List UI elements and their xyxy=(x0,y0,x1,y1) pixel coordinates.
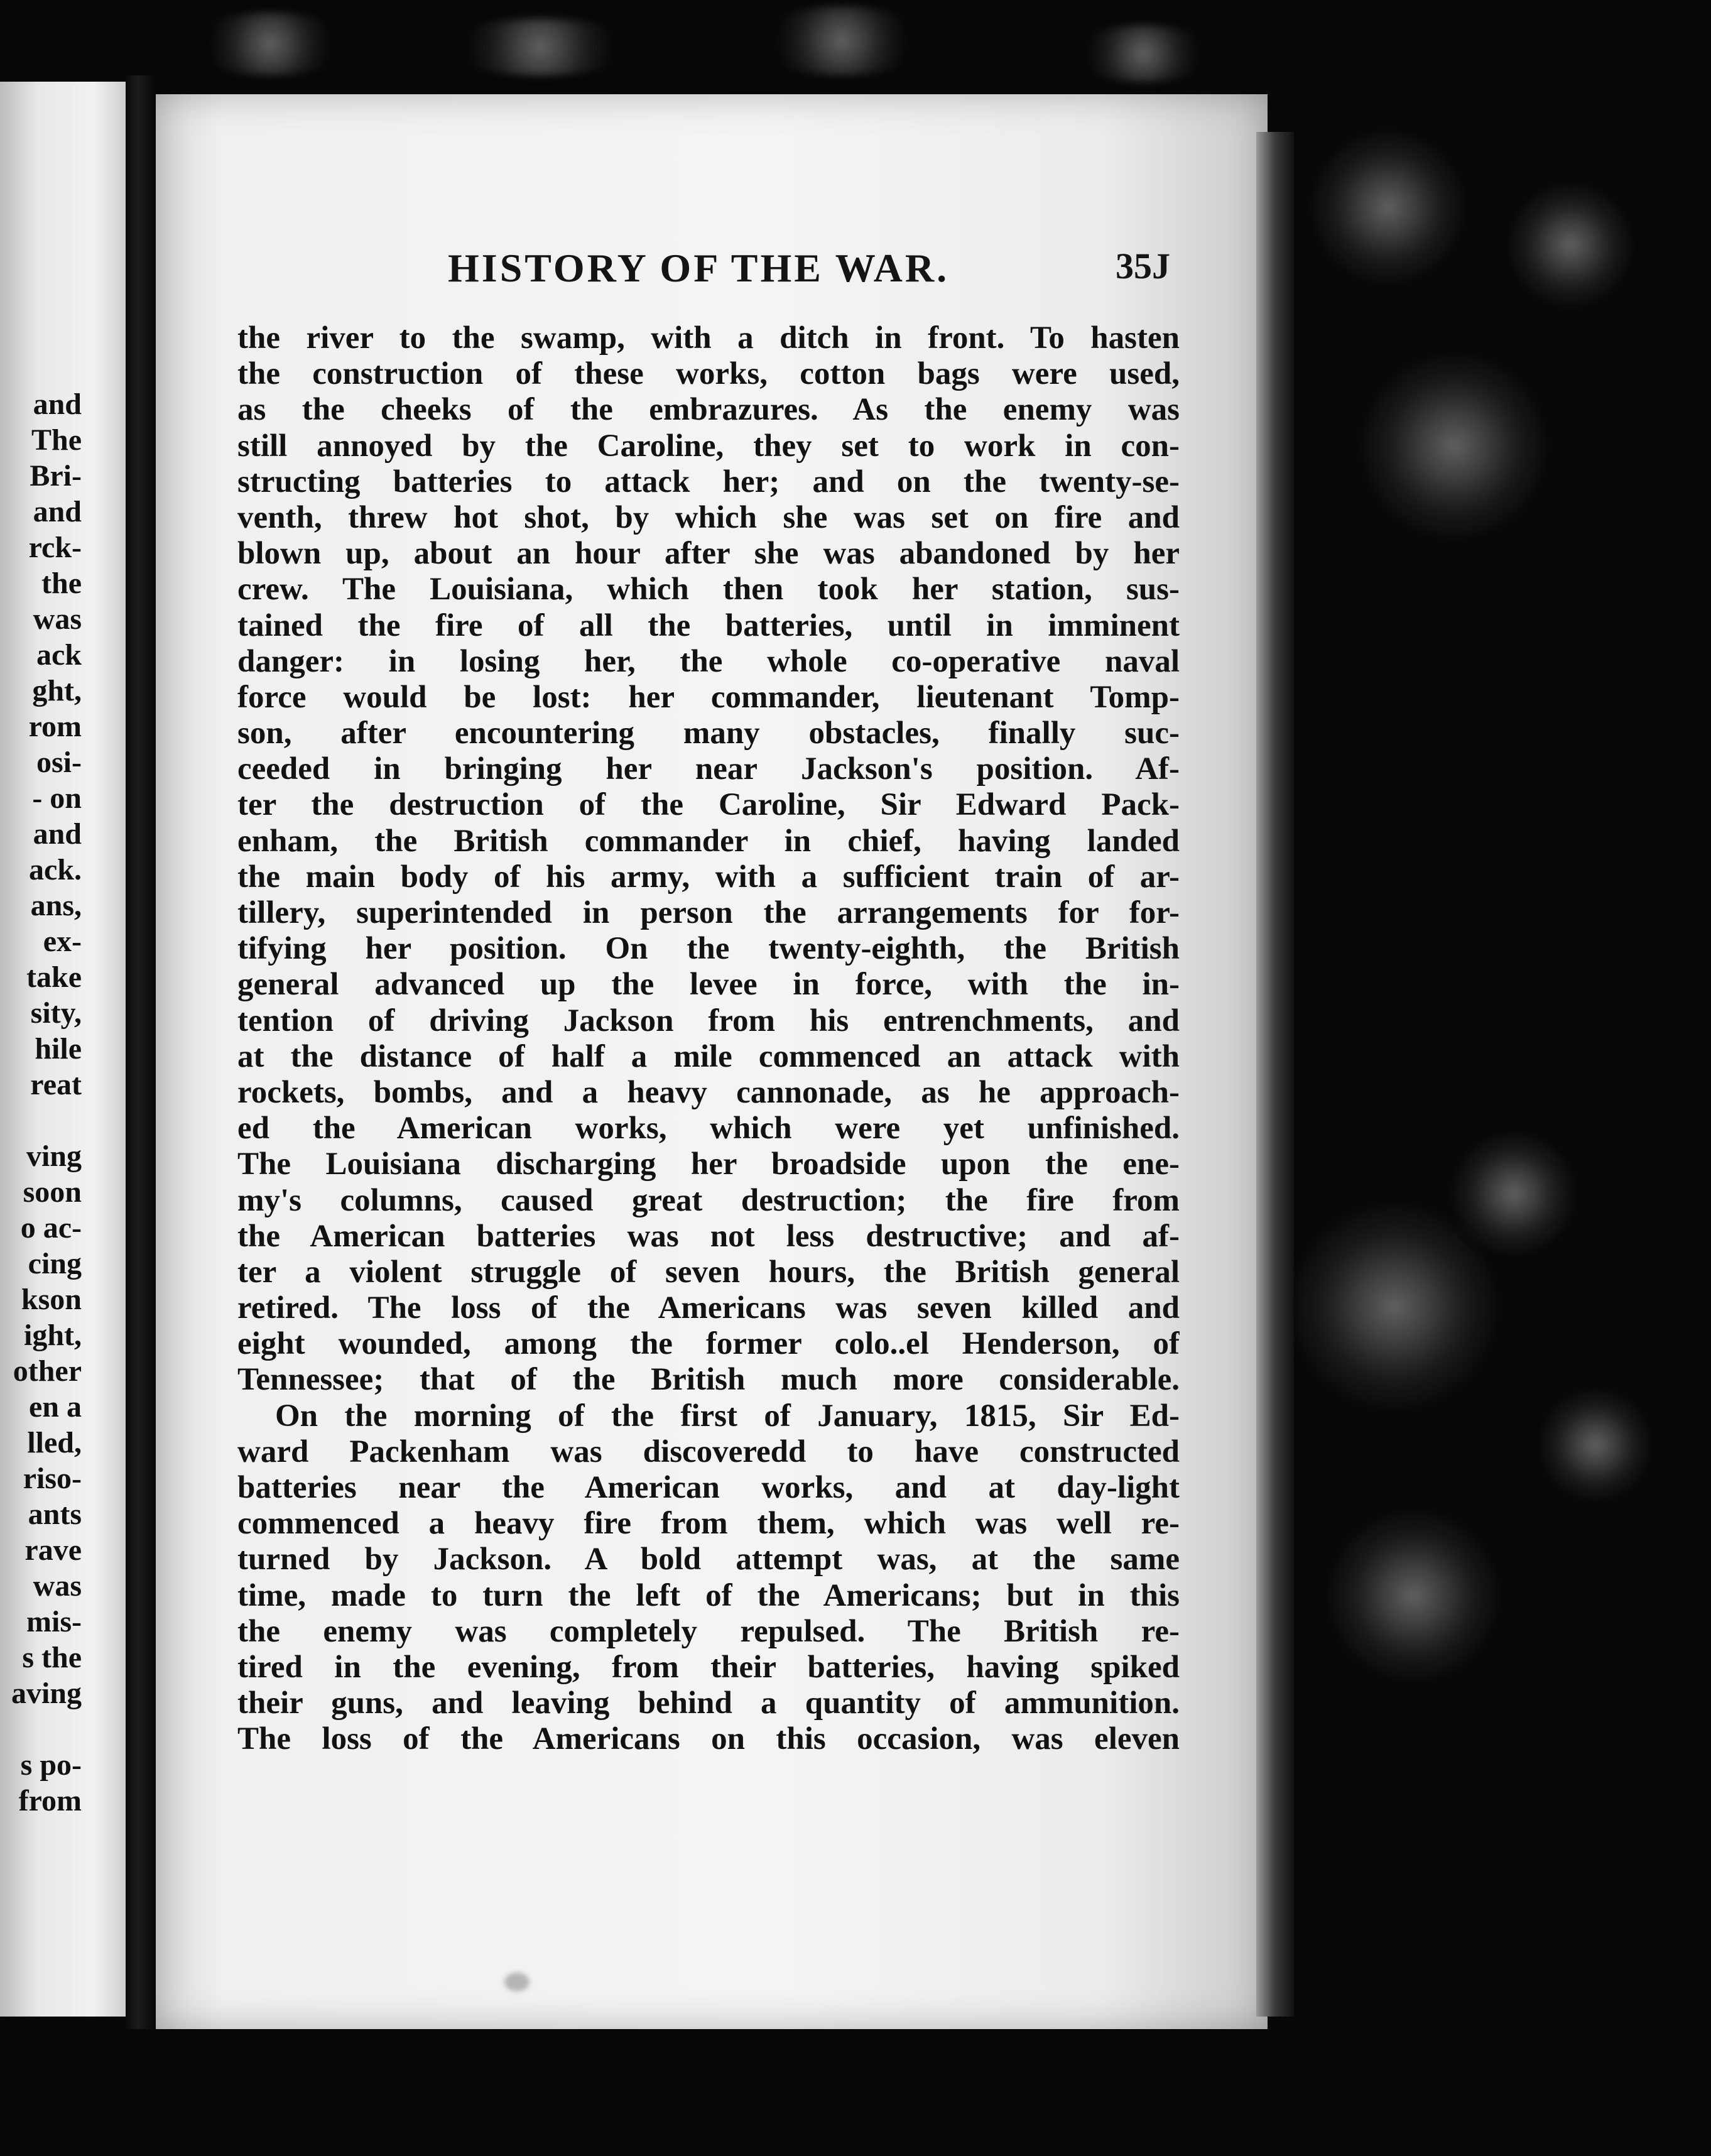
left-page-line: - on xyxy=(32,781,82,815)
book-page xyxy=(156,94,1268,2029)
left-page-line: ack xyxy=(36,638,82,672)
left-page-line: o ac- xyxy=(20,1211,82,1244)
text-line: tillery, superintended in person the arrangements for for- xyxy=(237,895,1180,930)
text-line: danger: in losing her, the whole co-operative naval xyxy=(237,643,1180,679)
text-line: blown up, about an hour after she was abandoned by her xyxy=(237,536,1180,572)
left-page-line xyxy=(0,1711,82,1747)
left-page-line: ans, xyxy=(30,889,82,922)
body-text xyxy=(237,320,1180,1758)
text-line: the construction of these works, cotton bags were used, xyxy=(237,356,1180,392)
page-number: 35J xyxy=(1116,246,1170,286)
text-line: at the distance of half a mile commenced an attack with xyxy=(237,1038,1180,1074)
left-page-line: The xyxy=(31,423,82,457)
left-page-line: was xyxy=(33,1569,82,1603)
left-page-line: ving xyxy=(26,1140,82,1173)
text-line: tifying her position. On the twenty-eighth, the British xyxy=(237,931,1180,967)
left-page-line: the xyxy=(41,567,82,600)
left-page-line: soon xyxy=(23,1175,82,1209)
text-line: turned by Jackson. A bold attempt was, at the same xyxy=(237,1542,1180,1577)
left-page-line: and xyxy=(33,817,82,851)
left-page-line: mis- xyxy=(26,1605,82,1638)
page-edge xyxy=(1256,132,1294,2017)
left-page-line: ants xyxy=(28,1498,82,1531)
left-page-line: s po- xyxy=(20,1748,82,1782)
left-page-line: sity, xyxy=(30,996,82,1030)
text-line: tired in the evening, from their batteries, having spiked xyxy=(237,1649,1180,1685)
left-page-line: en a xyxy=(29,1390,82,1424)
left-page-line xyxy=(0,1102,82,1138)
text-line: structing batteries to attack her; and on the twenty-se- xyxy=(237,464,1180,499)
text-line: the main body of his army, with a sufficient train of ar- xyxy=(237,859,1180,895)
text-line: ter a violent struggle of seven hours, the British general xyxy=(237,1254,1180,1290)
left-page-line: from xyxy=(18,1784,82,1817)
text-line: ward Packenham was discoveredd to have constructed xyxy=(237,1434,1180,1469)
left-page-line: aving xyxy=(11,1677,82,1710)
text-line: crew. The Louisiana, which then took her station, sus- xyxy=(237,572,1180,607)
left-page-line: rom xyxy=(28,710,82,743)
text-line: the river to the swamp, with a ditch in front. To hasten xyxy=(237,320,1180,356)
text-line: son, after encountering many obstacles, finally suc- xyxy=(237,716,1180,751)
left-page-line: ight, xyxy=(23,1319,82,1352)
left-page-line: Bri- xyxy=(30,459,82,493)
left-page-line: ack. xyxy=(29,853,82,886)
left-page-line: other xyxy=(13,1354,82,1388)
text-line: force would be lost: her commander, lieutenant Tomp- xyxy=(237,679,1180,715)
left-page-line: hile xyxy=(35,1032,82,1065)
left-page-line: and xyxy=(33,495,82,528)
left-page-line: and xyxy=(33,388,82,421)
left-page-line: reat xyxy=(30,1068,82,1101)
text-line: my's columns, caused great destruction; the fire from xyxy=(237,1182,1180,1218)
text-line: the American batteries was not less destructive; and af- xyxy=(237,1218,1180,1254)
text-line: Tennessee; that of the British much more considerable. xyxy=(237,1362,1180,1398)
text-line: On the morning of the first of January, 1815, Sir Ed- xyxy=(275,1398,1180,1434)
text-line: ter the destruction of the Caroline, Sir Edward Pack- xyxy=(237,787,1180,823)
text-line: venth, threw hot shot, by which she was set on fire and xyxy=(237,499,1180,535)
text-line: eight wounded, among the former colo..el Henderson, of xyxy=(237,1326,1180,1362)
text-line: batteries near the American works, and at day-light xyxy=(237,1470,1180,1505)
text-line: enham, the British commander in chief, having landed xyxy=(237,823,1180,859)
left-page-line: cing xyxy=(28,1247,82,1280)
left-page-line: ght, xyxy=(32,674,82,707)
text-line: tained the fire of all the batteries, until in imminent xyxy=(237,607,1180,643)
text-line: ed the American works, which were yet unfinished. xyxy=(237,1111,1180,1146)
left-page-line: lled, xyxy=(27,1426,82,1459)
text-line: commenced a heavy fire from them, which was well re- xyxy=(237,1506,1180,1542)
text-line: general advanced up the levee in force, with the in- xyxy=(237,967,1180,1003)
text-line: The Louisiana discharging her broadside upon the ene- xyxy=(237,1146,1180,1182)
left-page-text xyxy=(0,386,82,1819)
book-gutter xyxy=(126,75,156,2029)
text-line: the enemy was completely repulsed. The British re- xyxy=(237,1613,1180,1649)
left-page-line: ex- xyxy=(43,925,82,958)
left-page-line: take xyxy=(26,961,82,994)
left-page-line: rck- xyxy=(28,531,82,564)
left-page-fragment xyxy=(0,82,126,2017)
running-head-title: HISTORY OF THE WAR. xyxy=(448,246,950,290)
text-line: still annoyed by the Caroline, they set to work in con- xyxy=(237,428,1180,464)
running-head xyxy=(156,245,1268,308)
left-page-line: was xyxy=(33,602,82,636)
left-page-line: riso- xyxy=(23,1462,82,1495)
text-line: as the cheeks of the embrazures. As the enemy was xyxy=(237,392,1180,428)
text-line: ceeded in bringing her near Jackson's position. Af- xyxy=(237,751,1180,787)
text-line: tention of driving Jackson from his entrenchments, and xyxy=(237,1003,1180,1038)
left-page-line: rave xyxy=(24,1533,82,1567)
left-page-line: osi- xyxy=(36,746,82,779)
text-line: rockets, bombs, and a heavy cannonade, as he approach- xyxy=(237,1074,1180,1110)
text-line: retired. The loss of the Americans was seven killed and xyxy=(237,1290,1180,1326)
text-line: time, made to turn the left of the Americans; but in this xyxy=(237,1577,1180,1613)
ink-spot xyxy=(504,1973,530,1991)
text-line: their guns, and leaving behind a quantity of ammunition. xyxy=(237,1685,1180,1721)
left-page-line: s the xyxy=(22,1641,82,1674)
text-line: The loss of the Americans on this occasion, was eleven xyxy=(237,1721,1180,1757)
left-page-line: kson xyxy=(21,1283,82,1316)
